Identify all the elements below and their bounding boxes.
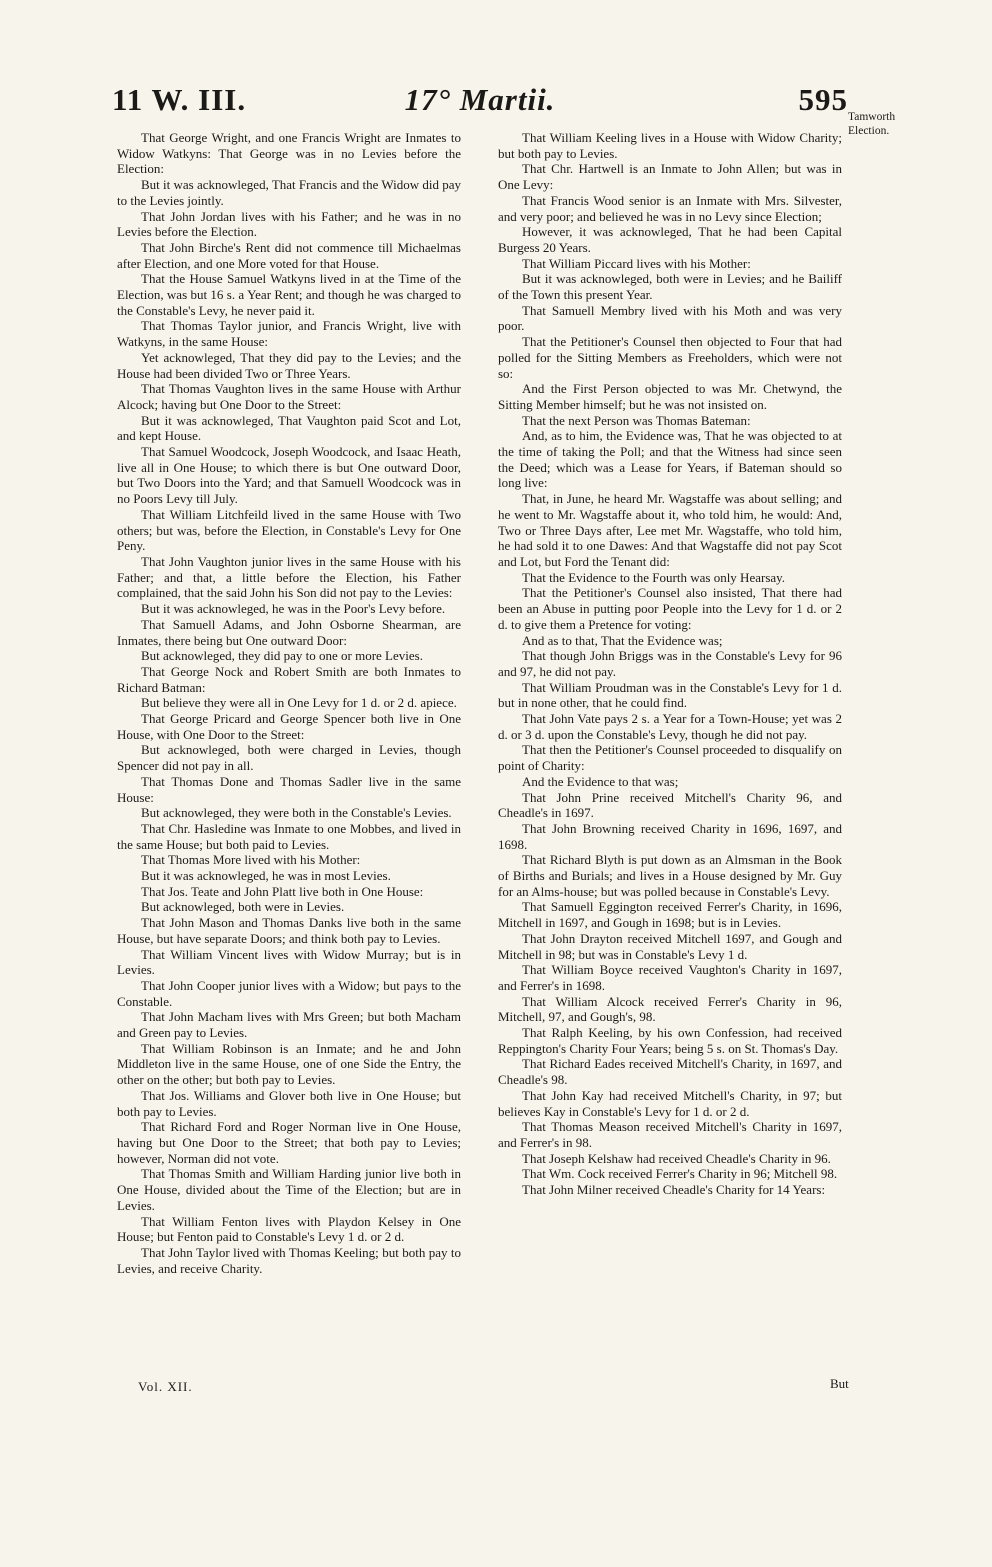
paragraph: And as to that, That the Evidence was; bbox=[522, 632, 723, 648]
paragraph: That Ralph Keeling, by his own Confession, had received Reppington's Charity Four Years; being 5 s. on St. Thomas's Day. bbox=[498, 1025, 842, 1056]
paragraph: But it was acknowleged, That Francis and the Widow did pay to the Levies jointly. bbox=[117, 177, 461, 208]
paragraph: That Thomas Meason received Mitchell's Charity in 1697, and Ferrer's in 98. bbox=[498, 1119, 842, 1150]
paragraph: That Francis Wood senior is an Inmate with Mrs. Silvester, and very poor; and believed he was in no Levy since Election; bbox=[498, 192, 842, 224]
paragraph: But acknowleged, both were in Levies. bbox=[141, 899, 345, 915]
paragraph: That Thomas More lived with his Mother: bbox=[141, 852, 361, 868]
paragraph: That William Boyce received Vaughton's Charity in 1697, and Ferrer's in 1698. bbox=[498, 962, 842, 993]
paragraph: But it was acknowleged, That Vaughton paid Scot and Lot, and kept House. bbox=[117, 412, 461, 444]
header-reign: 11 W. III. bbox=[112, 82, 247, 117]
paragraph: That the Petitioner's Counsel also insisted, That there had been an Abuse in putting poor People into the Levy for 1 d. or 2 d. to give them a Pretence for voting: bbox=[498, 585, 842, 632]
paragraph: And the First Person objected to was Mr. Chetwynd, the Sitting Member himself; but he was not insisted on. bbox=[498, 381, 842, 412]
paragraph: That William Keeling lives in a House with Widow Charity; but both pay to Levies. bbox=[498, 130, 842, 161]
paragraph: That William Vincent lives with Widow Murray; but is in Levies. bbox=[117, 946, 461, 978]
paragraph: That John Browning received Charity in 1696, 1697, and 1698. bbox=[498, 820, 842, 852]
page-number: 595 bbox=[798, 82, 848, 117]
paragraph: But it was acknowleged, both were in Levies; and he Bailiff of the Town this present Year. bbox=[498, 271, 842, 303]
paragraph: That Samuel Woodcock, Joseph Woodcock, and Isaac Heath, live all in One House; to which there is but One outward Door, but Two Doors into the Yard; and that Samuell Woodcock was in no Poors Levy till July. bbox=[117, 444, 461, 507]
paragraph: That George Pricard and George Spencer both live in One House, with One Door to the Street: bbox=[117, 711, 461, 742]
paragraph: That Jos. Williams and Glover both live in One House; but both pay to Levies. bbox=[117, 1087, 461, 1119]
volume-signature: Vol. XII. bbox=[138, 1379, 193, 1394]
paragraph: That the Petitioner's Counsel then objected to Four that had polled for the Sitting Members as Freeholders, which were not so: bbox=[498, 334, 842, 381]
paragraph: That William Proudman was in the Constable's Levy for 1 d. but in none other, that he could find. bbox=[498, 679, 842, 711]
paragraph: That Richard Ford and Roger Norman live in One House, having but One Door to the Street; that both pay to Levies; however, Norman did not vote. bbox=[117, 1119, 461, 1166]
paragraph: That Chr. Hasledine was Inmate to one Mobbes, and lived in the same House; but both paid to Levies. bbox=[117, 820, 461, 852]
paragraph: But believe they were all in One Levy for 1 d. or 2 d. apiece. bbox=[141, 695, 457, 711]
paragraph: That John Jordan lives with his Father; and he was in no Levies before the Election. bbox=[117, 208, 461, 240]
paragraph: And, as to him, the Evidence was, That he was objected to at the time of taking the Poll; and that the Witness had since seen the Deed; which was a Lease for Years, if Bateman should so long live: bbox=[498, 428, 842, 491]
paragraph: That John Drayton received Mitchell 1697, and Gough and Mitchell in 98; but was in Constable's Levy 1 d. bbox=[498, 930, 842, 962]
paragraph: That John Milner received Cheadle's Charity for 14 Years: bbox=[522, 1182, 826, 1198]
paragraph: That the House Samuel Watkyns lived in at the Time of the Election, was but 16 s. a Year Rent; and though he was charged to the Constable's Levy, he never paid it. bbox=[117, 271, 461, 318]
paragraph: And the Evidence to that was; bbox=[522, 773, 679, 789]
paragraph: That the next Person was Thomas Bateman: bbox=[522, 412, 751, 428]
paragraph: That George Nock and Robert Smith are both Inmates to Richard Batman: bbox=[117, 663, 461, 695]
paragraph: Yet acknowleged, That they did pay to the Levies; and the House had been divided Two or Three Years. bbox=[117, 349, 461, 381]
paragraph: That John Vaughton junior lives in the same House with his Father; and that, a little before the Election, his Father complained, that the said John his Son did not pay to the Levies: bbox=[117, 553, 461, 601]
paragraph: That, in June, he heard Mr. Wagstaffe was about selling; and he went to Mr. Wagstaffe about it, who told him, he would: And, Two or Three Days after, Lee met Mr. Wagstaffe, who told him, he had sold it to one Dawes: And that Wagstaffe did not pay Scot and Lot, but Ford the Tenant did: bbox=[498, 491, 842, 569]
paragraph: But acknowleged, both were charged in Levies, though Spencer did not pay in all. bbox=[117, 742, 461, 774]
paragraph: That Samuell Eggington received Ferrer's Charity, in 1696, Mitchell in 1697, and Gough in 1698; but is in Levies. bbox=[498, 899, 842, 931]
paragraph: That George Wright, and one Francis Wright are Inmates to Widow Watkyns: That George was in no Levies before the Election: bbox=[117, 130, 461, 177]
paragraph: That Chr. Hartwell is an Inmate to John Allen; but was in One Levy: bbox=[498, 161, 842, 193]
paragraph: That John Mason and Thomas Danks live both in the same House, but have separate Doors; and think both pay to Levies. bbox=[117, 915, 461, 946]
paragraph: That then the Petitioner's Counsel proceeded to disqualify on point of Charity: bbox=[498, 742, 842, 774]
paragraph: That Thomas Taylor junior, and Francis Wright, live with Watkyns, in the same House: bbox=[117, 318, 461, 350]
paragraph: That Joseph Kelshaw had received Cheadle's Charity in 96. bbox=[522, 1150, 831, 1166]
paragraph: That though John Briggs was in the Constable's Levy for 96 and 97, he did not pay. bbox=[498, 648, 842, 679]
paragraph: But acknowleged, they were both in the Constable's Levies. bbox=[141, 805, 452, 821]
paragraph: That Jos. Teate and John Platt live both in One House: bbox=[141, 883, 424, 899]
margin-note: Tamworth Election. bbox=[848, 111, 896, 137]
paragraph: That John Kay had received Mitchell's Charity, in 97; but believes Kay in Constable's Levy for 1 d. or 2 d. bbox=[498, 1087, 842, 1119]
paragraph: That William Piccard lives with his Mother: bbox=[522, 255, 751, 271]
paragraph: That Thomas Vaughton lives in the same House with Arthur Alcock; having but One Door to the Street: bbox=[117, 381, 461, 412]
paragraph: But it was acknowleged, he was in most Levies. bbox=[141, 868, 391, 884]
paragraph: That Thomas Smith and William Harding junior live both in One House, divided about the Time of the Election; but are in Levies. bbox=[117, 1166, 461, 1213]
paragraph: That William Alcock received Ferrer's Charity in 96, Mitchell, 97, and Gough's, 98. bbox=[498, 993, 842, 1025]
paragraph: That Samuell Adams, and John Osborne Shearman, are Inmates, there being but One outward Door: bbox=[117, 616, 461, 648]
paragraph: That the Evidence to the Fourth was only Hearsay. bbox=[522, 569, 786, 585]
paragraph: That Wm. Cock received Ferrer's Charity in 96; Mitchell 98. bbox=[522, 1166, 838, 1182]
paragraph: That Richard Eades received Mitchell's Charity, in 1697, and Cheadle's 98. bbox=[498, 1056, 842, 1088]
paragraph: That William Fenton lives with Playdon Kelsey in One House; but Fenton paid to Constable's Levy 1 d. or 2 d. bbox=[117, 1213, 461, 1245]
paragraph: However, it was acknowleged, That he had been Capital Burgess 20 Years. bbox=[498, 224, 842, 255]
paragraph: That Thomas Done and Thomas Sadler live in the same House: bbox=[117, 773, 461, 805]
paragraph: That John Macham lives with Mrs Green; but both Macham and Green pay to Levies. bbox=[117, 1009, 461, 1041]
right-column bbox=[498, 130, 842, 1198]
paragraph: That William Litchfeild lived in the same House with Two others; but was, before the Election, in Constable's Levy for One Peny. bbox=[117, 506, 461, 554]
paragraph: But acknowleged, they did pay to one or more Levies. bbox=[141, 648, 423, 664]
paragraph: That John Cooper junior lives with a Widow; but pays to the Constable. bbox=[117, 977, 461, 1009]
left-column bbox=[117, 130, 461, 1276]
page-header bbox=[112, 80, 848, 124]
header-date: 17° Martii. bbox=[404, 82, 556, 117]
paragraph: That Samuell Membry lived with his Moth and was very poor. bbox=[498, 302, 842, 334]
paragraph: That John Taylor lived with Thomas Keeling; but both pay to Levies, and receive Charity. bbox=[117, 1244, 461, 1276]
paragraph: That William Robinson is an Inmate; and he and John Middleton live in the same House, one of one Side the Entry, the other on the other; but both pay to Levies. bbox=[117, 1040, 461, 1088]
paragraph: That John Vate pays 2 s. a Year for a Town-House; yet was 2 d. or 3 d. upon the Constable's Levy, though he did not pay. bbox=[498, 711, 842, 742]
paragraph: That John Prine received Mitchell's Charity 96, and Cheadle's in 1697. bbox=[498, 789, 842, 821]
paragraph: That Richard Blyth is put down as an Almsman in the Book of Births and Burials; and lives in a House designed by Mr. Guy for an Alms-house; but was polled because in Constable's Levy. bbox=[498, 852, 842, 899]
paragraph: But it was acknowleged, he was in the Poor's Levy before. bbox=[141, 601, 446, 617]
catchword: But bbox=[830, 1376, 849, 1391]
paragraph: That John Birche's Rent did not commence till Michaelmas after Election, and one More voted for that House. bbox=[117, 239, 461, 271]
